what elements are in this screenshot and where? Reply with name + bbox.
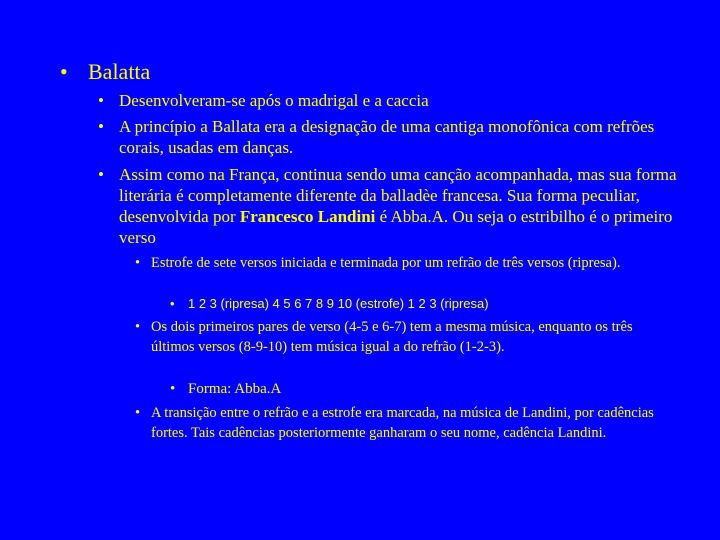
bullet-form-suffix: é Abba.A. Ou seja o estribilho é o primeiro verso <box>119 207 673 247</box>
sub-bullet-music <box>135 318 666 357</box>
bullet-icon: • <box>135 255 141 271</box>
slide-title <box>60 58 688 86</box>
sub-bullet-music-text: Os dois primeiros pares de verso (4-5 e 6-7) tem a mesma música, enquanto os três últimos versos (8-9-10) tem música igual a do refrão (1-2-3). <box>151 319 633 355</box>
bullet-form-prefix: Assim como na França, continua sendo uma canção acompanhada, mas sua forma literária é completamente diferente da balladèe francesa. Sua forma peculiar, desenvolvida por <box>119 165 677 226</box>
bullet-icon: • <box>170 296 175 311</box>
sub-bullet-cadence-text: A transição entre o refrão e a estrofe era marcada, na música de Landini, por cadências fortes. Tais cadências posteriormente ganharam o seu nome, cadência Landini. <box>151 405 654 441</box>
sub-sub-bullet-formula <box>170 380 668 398</box>
sub-sub-bullet-scheme <box>170 296 668 312</box>
bullet-icon: • <box>170 381 176 397</box>
bullet-icon: • <box>60 59 68 84</box>
bullet-origin-text: Desenvolveram-se após o madrigal e a caccia <box>119 91 429 110</box>
bullet-definition-text: A princípio a Ballata era a designação de uma cantiga monofônica com refrões corais, usadas em danças. <box>119 117 655 157</box>
bullet-definition <box>98 116 679 158</box>
bullet-form <box>98 164 679 248</box>
bullet-icon: • <box>135 405 141 421</box>
bullet-icon: • <box>135 319 141 335</box>
bullet-icon: • <box>98 165 104 184</box>
sub-bullet-stanza <box>135 254 666 274</box>
sub-bullet-cadence <box>135 404 666 443</box>
composer-name: Francesco Landini <box>239 207 376 226</box>
bullet-origin <box>98 90 679 111</box>
bullet-icon: • <box>98 91 104 110</box>
sub-bullet-stanza-text: Estrofe de sete versos iniciada e terminada por um refrão de três versos (ripresa). <box>151 255 621 271</box>
bullet-icon: • <box>98 117 104 136</box>
form-formula-text: Forma: Abba.A <box>188 381 282 397</box>
title-text: Balatta <box>88 59 151 84</box>
verse-scheme-text: 1 2 3 (ripresa) 4 5 6 7 8 9 10 (estrofe) 1 2 3 (ripresa) <box>188 296 489 311</box>
